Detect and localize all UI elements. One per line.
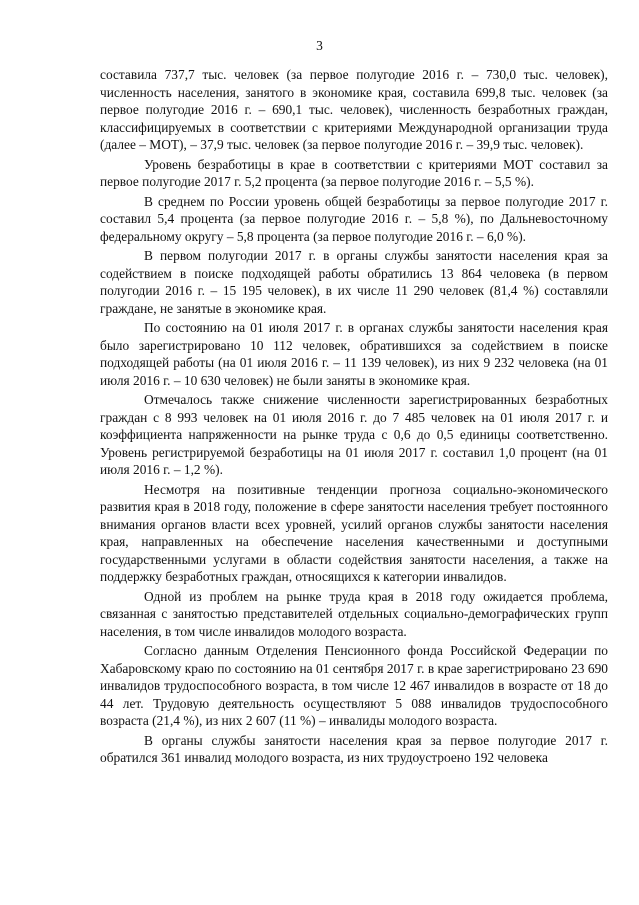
paragraph-employment-policy: Несмотря на позитивные тенденции прогноза социально-экономического развития края в 2018 году, положение в сфере занятости населения требует постоянного внимания органов власти всех уровней, усилий органов службы занятости населения края, направленных на обеспечение населения качественными и доступными государственными услугами в области содействия занятости населения, а также на поддержку безработных граждан, относящихся к категории инвалидов. — [100, 481, 608, 584]
paragraph-registered-unemployed: Отмечалось также снижение численности зарегистрированных безработных граждан с 8 993 человек на 01 июля 2016 г. до 7 485 человек на 01 июля 2017 г. и коэффициента напряженности на рынке труда с 0,6 до 0,5 единицы соответственно. Уровень регистрируемой безработицы на 01 июля 2017 г. составил 1,0 процент (на 01 июля 2016 г. – 1,2 %). — [100, 392, 608, 477]
paragraph-unemployment-rate-region: Уровень безработицы в крае в соответствии с критериями МОТ составил за первое полугодие 2017 г. 5,2 процента (за первое полугодие 2016 г. – 5,5 %). — [100, 156, 608, 189]
paragraph-registered-seekers: По состоянию на 01 июля 2017 г. в органах службы занятости населения края было зарегистрировано 10 112 человек, обратившихся за содействием в поиске подходящей работы (на 01 июля 2016 г. – 11 139 человек), из них 9 232 человека (на 01 июля 2016 г. – 10 630 человек) не были заняты в экономике края. — [100, 320, 608, 388]
paragraph-unemployment-rate-russia: В среднем по России уровень общей безработицы за первое полугодие 2017 г. составил 5,4 процента (за первое полугодие 2016 г. – 5,8 %), по Дальневосточному федеральному округу – 5,8 процента (за первое полугодие 2016 г. – 6,0 %). — [100, 193, 608, 244]
paragraph-pension-fund-data: Согласно данным Отделения Пенсионного фонда Российской Федерации по Хабаровскому краю по состоянию на 01 сентября 2017 г. в крае зарегистрировано 23 690 инвалидов трудоспособного возраста, в том числе 12 467 инвалидов в возрасте от 18 до 44 лет. Трудовую деятельность осуществляют 5 088 инвалидов трудоспособного возраста (21,4 %), из них 2 607 (11 %) – инвалиды молодого возраста. — [100, 643, 608, 728]
paragraph-employment-service-disabled: В органы службы занятости населения края за первое полугодие 2017 г. обратился 361 инвалид молодого возраста, из них трудоустроено 192 человека — [100, 732, 608, 765]
paragraph-young-disabled-problem: Одной из проблем на рынке труда края в 2018 году ожидается проблема, связанная с занятостью представителей отдельных социально-демографических групп населения, в том числе инвалидов молодого возраста. — [100, 588, 608, 639]
paragraph-job-seekers: В первом полугодии 2017 г. в органы службы занятости населения края за содействием в поиске подходящей работы обратились 13 864 человека (в первом полугодии 2016 г. – 15 195 человек), в их числе 11 290 человек (81,4 %) составляли граждане, не занятые в экономике края. — [100, 248, 608, 316]
page-number: 3 — [316, 38, 323, 53]
paragraph-labor-force: составила 737,7 тыс. человек (за первое полугодие 2016 г. – 730,0 тыс. человек), численность населения, занятого в экономике края, составила 699,8 тыс. человек (за первое полугодие 2016 г. – 690,1 тыс. человек), численность безработных граждан, классифицируемых в соответствии с критериями Международной организации труда (далее – МОТ), – 37,9 тыс. человек (за первое полугодие 2016 г. – 39,9 тыс. человек). — [100, 67, 608, 152]
document-body — [100, 66, 608, 769]
